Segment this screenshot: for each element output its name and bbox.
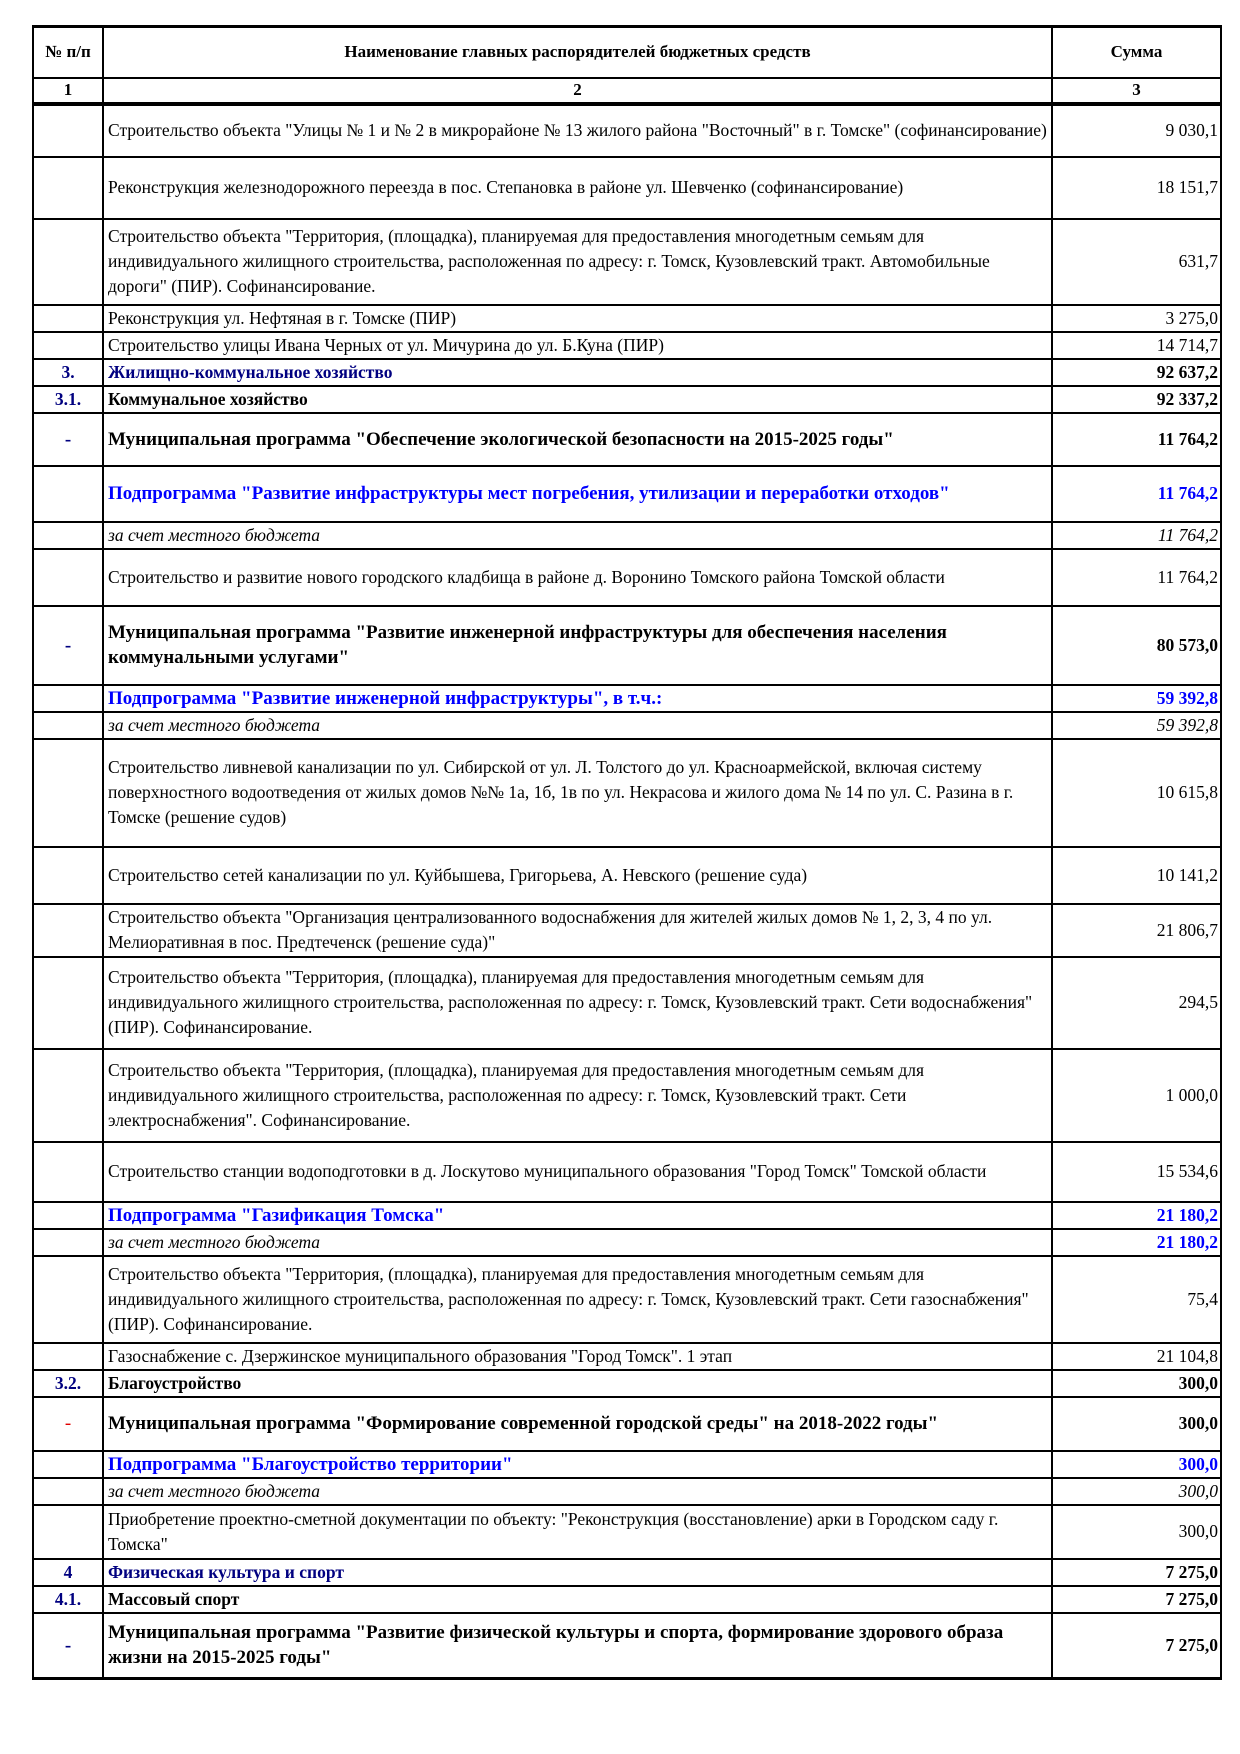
table-row <box>33 1343 1221 1370</box>
row-name: Подпрограмма "Благоустройство территории" <box>103 1451 1052 1478</box>
row-number <box>33 1505 103 1559</box>
row-name: Строительство сетей канализации по ул. Куйбышева, Григорьева, А. Невского (решение суда) <box>103 847 1052 904</box>
row-sum: 21 806,7 <box>1052 904 1221 957</box>
row-sum: 10 615,8 <box>1052 739 1221 847</box>
table-row <box>33 466 1221 522</box>
column-number-3: 3 <box>1052 78 1221 104</box>
row-sum: 300,0 <box>1052 1505 1221 1559</box>
row-number <box>33 739 103 847</box>
table-row <box>33 904 1221 957</box>
table-row <box>33 957 1221 1049</box>
column-number-row <box>33 78 1221 104</box>
row-number: 3. <box>33 359 103 386</box>
column-number-1: 1 <box>33 78 103 104</box>
row-name: Строительство объекта "Территория, (площадка), планируемая для предоставления многодетным семьям для индивидуального жилищного строительства, расположенная по адресу: г. Томск, Кузовлевский тракт. Сети водоснабжения" (ПИР). Софинансирование. <box>103 957 1052 1049</box>
row-sum: 631,7 <box>1052 219 1221 305</box>
row-number: - <box>33 1397 103 1451</box>
row-number <box>33 104 103 157</box>
table-row <box>33 1202 1221 1229</box>
row-name: Реконструкция ул. Нефтяная в г. Томске (ПИР) <box>103 305 1052 332</box>
row-name: за счет местного бюджета <box>103 1229 1052 1256</box>
row-number <box>33 712 103 739</box>
row-sum: 21 180,2 <box>1052 1202 1221 1229</box>
row-number: 3.1. <box>33 386 103 413</box>
row-name: Строительство станции водоподготовки в д. Лоскутово муниципального образования "Город Томск" Томской области <box>103 1142 1052 1202</box>
row-number <box>33 549 103 606</box>
row-sum: 300,0 <box>1052 1478 1221 1505</box>
table-row <box>33 1586 1221 1613</box>
table-row <box>33 1505 1221 1559</box>
row-sum: 7 275,0 <box>1052 1559 1221 1586</box>
row-sum: 92 337,2 <box>1052 386 1221 413</box>
row-name: Строительство объекта "Организация централизованного водоснабжения для жителей жилых домов № 1, 2, 3, 4 по ул. Мелиоративная в пос. Предтеченск (решение суда)" <box>103 904 1052 957</box>
row-name: Муниципальная программа "Обеспечение экологической безопасности на 2015-2025 годы" <box>103 413 1052 466</box>
row-name: за счет местного бюджета <box>103 712 1052 739</box>
row-name: за счет местного бюджета <box>103 1478 1052 1505</box>
row-sum: 80 573,0 <box>1052 606 1221 685</box>
row-name: Жилищно-коммунальное хозяйство <box>103 359 1052 386</box>
row-number: - <box>33 606 103 685</box>
row-sum: 11 764,2 <box>1052 413 1221 466</box>
header-row <box>33 27 1221 78</box>
table-row <box>33 739 1221 847</box>
table-row <box>33 522 1221 549</box>
row-name: Строительство ливневой канализации по ул. Сибирской от ул. Л. Толстого до ул. Красноармейской, включая систему поверхностного водоотведения от жилых домов №№ 1а, 1б, 1в по ул. Некрасова и жилого дома № 14 по ул. С. Разина в г. Томске (решение судов) <box>103 739 1052 847</box>
row-number <box>33 332 103 359</box>
row-number: 3.2. <box>33 1370 103 1397</box>
row-number: 4.1. <box>33 1586 103 1613</box>
table-row <box>33 386 1221 413</box>
table-row <box>33 219 1221 305</box>
row-sum: 300,0 <box>1052 1370 1221 1397</box>
header-name: Наименование главных распорядителей бюджетных средств <box>103 27 1052 78</box>
table-row <box>33 332 1221 359</box>
row-number <box>33 1256 103 1343</box>
row-sum: 92 637,2 <box>1052 359 1221 386</box>
row-number: - <box>33 1613 103 1679</box>
row-sum: 300,0 <box>1052 1451 1221 1478</box>
row-number: - <box>33 413 103 466</box>
row-name: Подпрограмма "Развитие инфраструктуры мест погребения, утилизации и переработки отходов" <box>103 466 1052 522</box>
table-body <box>33 104 1221 1679</box>
row-sum: 59 392,8 <box>1052 685 1221 712</box>
row-number <box>33 1202 103 1229</box>
row-number <box>33 1478 103 1505</box>
row-name: Строительство и развитие нового городского кладбища в районе д. Воронино Томского района Томской области <box>103 549 1052 606</box>
row-name: Газоснабжение с. Дзержинское муниципального образования "Город Томск". 1 этап <box>103 1343 1052 1370</box>
row-number <box>33 305 103 332</box>
row-name: Реконструкция железнодорожного переезда в пос. Степановка в районе ул. Шевченко (софинансирование) <box>103 157 1052 219</box>
row-name: Благоустройство <box>103 1370 1052 1397</box>
row-name: Строительство улицы Ивана Черных от ул. Мичурина до ул. Б.Куна (ПИР) <box>103 332 1052 359</box>
table-row <box>33 685 1221 712</box>
row-number <box>33 157 103 219</box>
table-row <box>33 157 1221 219</box>
row-sum: 11 764,2 <box>1052 549 1221 606</box>
row-name: Строительство объекта "Территория, (площадка), планируемая для предоставления многодетным семьям для индивидуального жилищного строительства, расположенная по адресу: г. Томск, Кузовлевский тракт. Сети газоснабжения" (ПИР). Софинансирование. <box>103 1256 1052 1343</box>
row-name: Строительство объекта "Территория, (площадка), планируемая для предоставления многодетным семьям для индивидуального жилищного строительства, расположенная по адресу: г. Томск, Кузовлевский тракт. Автомобильные дороги" (ПИР). Софинансирование. <box>103 219 1052 305</box>
table-row <box>33 847 1221 904</box>
row-name: Подпрограмма "Газификация Томска" <box>103 1202 1052 1229</box>
table-row <box>33 1142 1221 1202</box>
row-name: Коммунальное хозяйство <box>103 386 1052 413</box>
table-row <box>33 413 1221 466</box>
row-number: 4 <box>33 1559 103 1586</box>
row-name: Подпрограмма "Развитие инженерной инфраструктуры", в т.ч.: <box>103 685 1052 712</box>
table-row <box>33 606 1221 685</box>
column-number-2: 2 <box>103 78 1052 104</box>
header-number: № п/п <box>33 27 103 78</box>
row-name: Физическая культура и спорт <box>103 1559 1052 1586</box>
row-sum: 15 534,6 <box>1052 1142 1221 1202</box>
table-row <box>33 1613 1221 1679</box>
row-name: за счет местного бюджета <box>103 522 1052 549</box>
row-sum: 9 030,1 <box>1052 104 1221 157</box>
row-number <box>33 685 103 712</box>
row-name: Муниципальная программа "Развитие инженерной инфраструктуры для обеспечения населения коммунальными услугами" <box>103 606 1052 685</box>
row-sum: 10 141,2 <box>1052 847 1221 904</box>
row-number <box>33 904 103 957</box>
row-sum: 294,5 <box>1052 957 1221 1049</box>
row-number <box>33 957 103 1049</box>
row-name: Приобретение проектно-сметной документации по объекту: "Реконструкция (восстановление) арки в Городском саду г. Томска" <box>103 1505 1052 1559</box>
row-sum: 11 764,2 <box>1052 522 1221 549</box>
row-name: Муниципальная программа "Формирование современной городской среды" на 2018-2022 годы" <box>103 1397 1052 1451</box>
row-name: Муниципальная программа "Развитие физической культуры и спорта, формирование здорового образа жизни на 2015-2025 годы" <box>103 1613 1052 1679</box>
row-sum: 21 180,2 <box>1052 1229 1221 1256</box>
table-row <box>33 1559 1221 1586</box>
row-number <box>33 1049 103 1142</box>
table-row <box>33 1049 1221 1142</box>
row-name: Массовый спорт <box>103 1586 1052 1613</box>
table-row <box>33 712 1221 739</box>
table-row <box>33 1397 1221 1451</box>
row-sum: 59 392,8 <box>1052 712 1221 739</box>
table-row <box>33 549 1221 606</box>
row-sum: 1 000,0 <box>1052 1049 1221 1142</box>
row-number <box>33 466 103 522</box>
row-sum: 300,0 <box>1052 1397 1221 1451</box>
table-row <box>33 1370 1221 1397</box>
header-sum: Сумма <box>1052 27 1221 78</box>
table-row <box>33 359 1221 386</box>
row-sum: 3 275,0 <box>1052 305 1221 332</box>
table-row <box>33 1229 1221 1256</box>
table-row <box>33 1478 1221 1505</box>
table-row <box>33 1256 1221 1343</box>
row-number <box>33 1343 103 1370</box>
row-sum: 14 714,7 <box>1052 332 1221 359</box>
table-row <box>33 305 1221 332</box>
row-sum: 21 104,8 <box>1052 1343 1221 1370</box>
row-number <box>33 1229 103 1256</box>
row-sum: 18 151,7 <box>1052 157 1221 219</box>
budget-table <box>32 25 1222 1680</box>
row-name: Строительство объекта "Улицы № 1 и № 2 в микрорайоне № 13 жилого района "Восточный" в г. Томске" (софинансирование) <box>103 104 1052 157</box>
row-number <box>33 219 103 305</box>
row-number <box>33 1451 103 1478</box>
row-sum: 7 275,0 <box>1052 1586 1221 1613</box>
row-name: Строительство объекта "Территория, (площадка), планируемая для предоставления многодетным семьям для индивидуального жилищного строительства, расположенная по адресу: г. Томск, Кузовлевский тракт. Сети электроснабжения". Софинансирование. <box>103 1049 1052 1142</box>
row-number <box>33 1142 103 1202</box>
row-sum: 7 275,0 <box>1052 1613 1221 1679</box>
row-sum: 75,4 <box>1052 1256 1221 1343</box>
table-row <box>33 1451 1221 1478</box>
table-row <box>33 104 1221 157</box>
row-number <box>33 847 103 904</box>
row-sum: 11 764,2 <box>1052 466 1221 522</box>
row-number <box>33 522 103 549</box>
